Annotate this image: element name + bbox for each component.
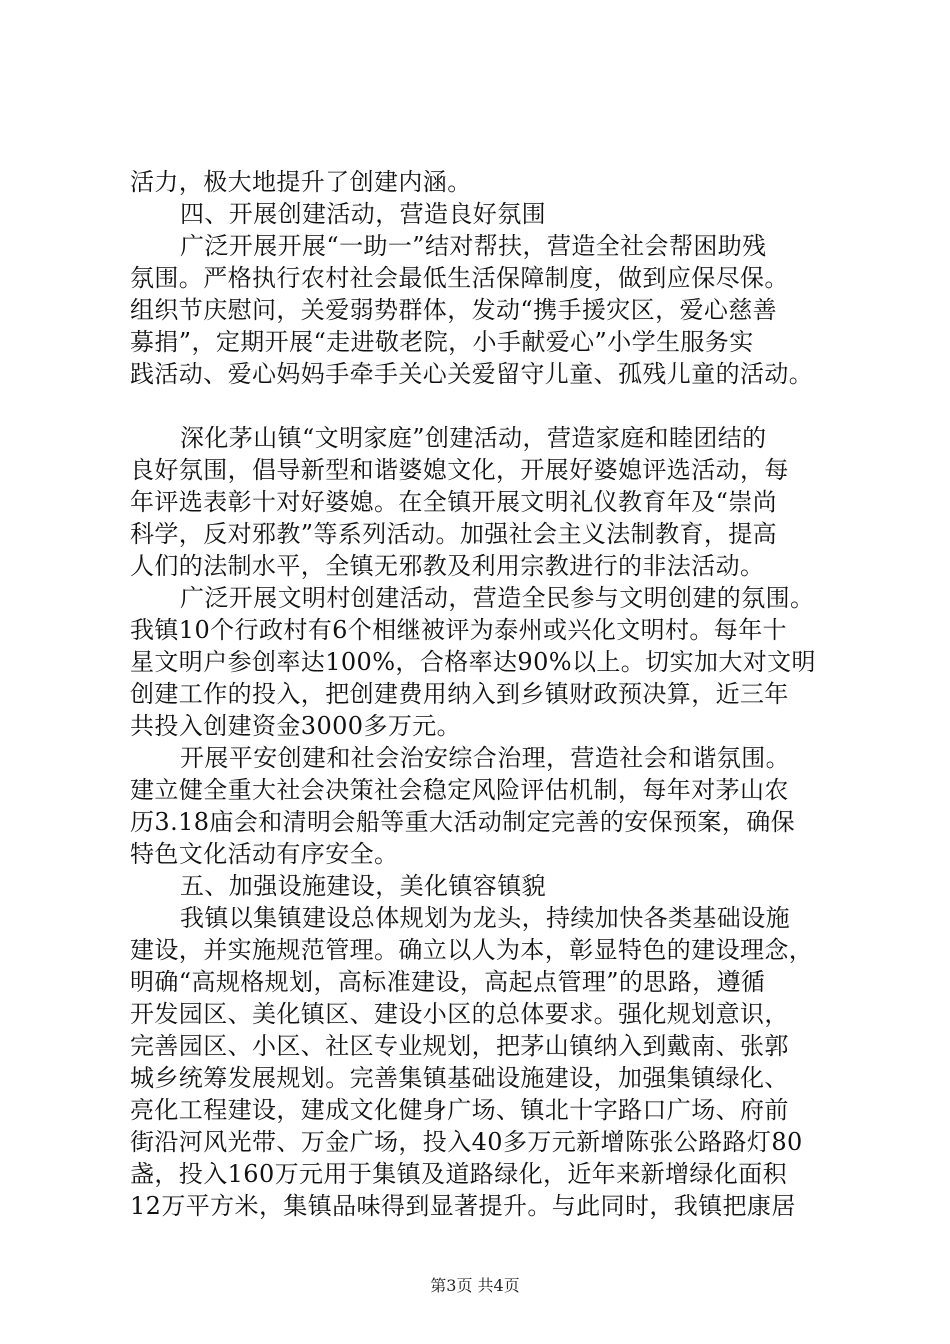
section-heading-4: 四、开展创建活动，营造良好氛围: [180, 200, 546, 228]
text-line: 12万平方米，集镇品味得到显著提升。与此同时，我镇把康居: [130, 1192, 796, 1220]
text-line: 组织节庆慰问，关爱弱势群体，发动“携手援灾区，爱心慈善: [130, 296, 778, 324]
text-line: 共投入创建资金3000多万元。: [130, 712, 462, 740]
text-line: 人们的法制水平，全镇无邪教及利用宗教进行的非法活动。: [130, 552, 765, 580]
section-heading-5: 五、加强设施建设，美化镇容镇貌: [180, 872, 546, 900]
document-body: [130, 166, 830, 1222]
text-line: 年评选表彰十对好婆媳。在全镇开展文明礼仪教育年及“崇尚: [130, 488, 778, 516]
text-line: 完善园区、小区、社区专业规划，把茅山镇纳入到戴南、张郭: [130, 1032, 789, 1060]
text-line: 亮化工程建设，建成文化健身广场、镇北十字路口广场、府前: [130, 1096, 789, 1124]
text-line: 城乡统筹发展规划。完善集镇基础设施建设，加强集镇绿化、: [130, 1064, 789, 1092]
text-line: 开发园区、美化镇区、建设小区的总体要求。强化规划意识，: [130, 1000, 789, 1028]
text-line: 历3.18庙会和清明会船等重大活动制定完善的安保预案，确保: [130, 808, 796, 836]
text-line: 建设，并实施规范管理。确立以人为本，彰显特色的建设理念，: [130, 936, 814, 964]
text-line: 街沿河风光带、万金广场，投入40多万元新增陈张公路路灯80: [130, 1128, 803, 1156]
text-line: 特色文化活动有序安全。: [130, 840, 399, 868]
text-line: 建立健全重大社会决策社会稳定风险评估机制，每年对茅山农: [130, 776, 789, 804]
text-line: 深化茅山镇“文明家庭”创建活动，营造家庭和睦团结的: [180, 424, 767, 452]
text-line: 盏，投入160万元用于集镇及道路绿化，近年来新增绿化面积: [130, 1160, 788, 1188]
text-line: 活力，极大地提升了创建内涵。: [130, 168, 472, 196]
text-line: 良好氛围，倡导新型和谐婆媳文化，开展好婆媳评选活动，每: [130, 456, 789, 484]
text-line: 我镇10个行政村有6个相继被评为泰州或兴化文明村。每年十: [130, 616, 788, 644]
text-line: 创建工作的投入，把创建费用纳入到乡镇财政预决算，近三年: [130, 680, 789, 708]
text-line: 广泛开展开展“一助一”结对帮扶，营造全社会帮困助残: [180, 232, 767, 260]
text-line: 科学，反对邪教”等系列活动。加强社会主义法制教育，提高: [130, 520, 778, 548]
text-line: 开展平安创建和社会治安综合治理，营造社会和谐氛围。: [180, 744, 790, 772]
text-line: 践活动、爱心妈妈手牵手关心关爱留守儿童、孤残儿童的活动。: [130, 360, 814, 388]
page-number-footer: 第3页 共4页: [430, 1276, 520, 1295]
text-line: 募捐”，定期开展“走进敬老院，小手献爱心”小学生服务实: [130, 328, 754, 356]
text-line: 氛围。严格执行农村社会最低生活保障制度，做到应保尽保。: [130, 264, 789, 292]
paragraph-gap: [130, 390, 830, 422]
text-line: 我镇以集镇建设总体规划为龙头，持续加快各类基础设施: [180, 904, 790, 932]
text-line: 星文明户参创率达100%，合格率达90%以上。切实加大对文明: [130, 648, 816, 676]
text-line: 广泛开展文明村创建活动，营造全民参与文明创建的氛围。: [180, 584, 815, 612]
text-line: 明确“高规格规划，高标准建设，高起点管理”的思路，遵循: [130, 968, 766, 996]
